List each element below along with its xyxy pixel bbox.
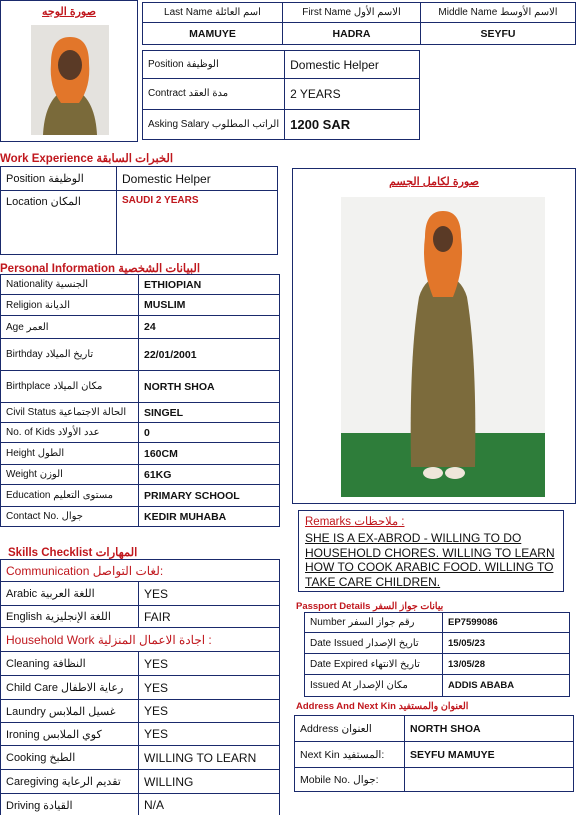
address-label: Address العنوان <box>295 716 405 742</box>
personal-info-value: PRIMARY SCHOOL <box>139 485 280 507</box>
face-photo-box <box>0 0 138 142</box>
personal-info-value: NORTH SHOA <box>139 371 280 403</box>
household-skill-label: Cleaning النظافة <box>1 652 139 676</box>
address-label: Mobile No. جوال: <box>295 768 405 792</box>
remarks-title: Remarks ملاحظات : <box>305 516 405 528</box>
full-body-photo <box>341 197 545 497</box>
job-position-label: Position الوظيفة <box>143 51 285 79</box>
language-label: English اللغة الإنجليزية <box>1 606 139 628</box>
personal-info-row <box>1 339 280 371</box>
last-name-label: Last Name اسم العائلة <box>143 3 283 23</box>
address-title: Address And Next Kin العنوان والمستفيد <box>296 701 469 712</box>
household-skill-value: YES <box>139 723 280 746</box>
personal-info-value: 0 <box>139 423 280 443</box>
work-location-value: SAUDI 2 YEARS <box>117 191 278 255</box>
personal-info-label: Nationality الجنسية <box>1 275 139 295</box>
address-value: NORTH SHOA <box>405 716 574 742</box>
personal-info-row <box>1 275 280 295</box>
passport-row <box>305 633 570 654</box>
communication-title: Communication لغات التواصل: <box>1 560 280 582</box>
address-row <box>295 742 574 768</box>
skills-table <box>0 559 280 815</box>
household-skill-row <box>1 746 280 770</box>
face-photo <box>31 25 109 135</box>
address-table <box>294 715 574 792</box>
passport-table <box>304 612 570 697</box>
personal-info-value: 61KG <box>139 465 280 485</box>
personal-info-value: MUSLIM <box>139 295 280 316</box>
full-photo-box <box>292 168 576 504</box>
passport-value: EP7599086 <box>443 613 570 633</box>
household-skill-row <box>1 770 280 794</box>
personal-info-row <box>1 507 280 527</box>
passport-row <box>305 613 570 633</box>
personal-info-label: Height الطول <box>1 443 139 465</box>
personal-info-value: SINGEL <box>139 403 280 423</box>
middle-name-value: SEYFU <box>421 23 576 45</box>
language-value: FAIR <box>139 606 280 628</box>
personal-info-label: Age العمر <box>1 316 139 339</box>
personal-info-row <box>1 443 280 465</box>
language-label: Arabic اللغة العربية <box>1 582 139 606</box>
first-name-label: First Name الاسم الأول <box>283 3 421 23</box>
household-skill-label: Caregiving تقديم الرعاية <box>1 770 139 794</box>
work-position-value: Domestic Helper <box>117 167 278 191</box>
personal-info-table <box>0 274 280 527</box>
personal-info-row <box>1 485 280 507</box>
household-title: Household Work اجادة الاعمال المنزلية : <box>1 628 280 652</box>
personal-info-title: Personal Information البيانات الشخصية <box>0 263 201 275</box>
household-skill-label: Laundry غسيل الملابس <box>1 700 139 723</box>
job-table <box>142 50 420 140</box>
household-skill-value: YES <box>139 652 280 676</box>
work-position-label: Position الوظيفة <box>1 167 117 191</box>
work-experience-title: Work Experience الخبرات السابقة <box>0 153 174 165</box>
job-position-value: Domestic Helper <box>285 51 420 79</box>
passport-value: 15/05/23 <box>443 633 570 654</box>
personal-info-row <box>1 465 280 485</box>
passport-value: ADDIS ABABA <box>443 675 570 697</box>
household-skill-value: YES <box>139 700 280 723</box>
contract-value: 2 YEARS <box>285 79 420 109</box>
first-name-value: HADRA <box>283 23 421 45</box>
personal-info-value: 160CM <box>139 443 280 465</box>
passport-label: Date Issued تاريخ الإصدار <box>305 633 443 654</box>
language-row <box>1 582 280 606</box>
personal-info-label: Civil Status الحالة الاجتماعية <box>1 403 139 423</box>
household-skill-row <box>1 700 280 723</box>
household-skill-label: Ironing كوي الملابس <box>1 723 139 746</box>
passport-row <box>305 654 570 675</box>
personal-info-label: Religion الديانة <box>1 295 139 316</box>
salary-label: Asking Salary الراتب المطلوب <box>143 109 285 139</box>
personal-info-row <box>1 403 280 423</box>
remarks-text: SHE IS A EX-ABROD - WILLING TO DO HOUSEHOLD CHORES. WILLING TO LEARN HOW TO COOK ARABIC FOOD. WILLING TO TAKE CARE CHILDREN. <box>305 531 555 589</box>
household-skill-label: Cooking الطبخ <box>1 746 139 770</box>
household-skill-label: Child Care رعاية الاطفال <box>1 676 139 700</box>
personal-info-row <box>1 371 280 403</box>
personal-info-label: Contact No. جوال <box>1 507 139 527</box>
full-photo-label: صورة لكامل الجسم <box>389 176 479 188</box>
work-experience-table <box>0 166 278 255</box>
face-photo-label: صورة الوجه <box>42 6 96 18</box>
household-skill-row <box>1 652 280 676</box>
personal-info-row <box>1 423 280 443</box>
household-skill-value: WILLING <box>139 770 280 794</box>
last-name-value: MAMUYE <box>143 23 283 45</box>
personal-info-label: Birthplace مكان الميلاد <box>1 371 139 403</box>
personal-info-label: Education مستوى التعليم <box>1 485 139 507</box>
personal-info-value: 24 <box>139 316 280 339</box>
contract-label: Contract مدة العقد <box>143 79 285 109</box>
passport-label: Issued At مكان الإصدار <box>305 675 443 697</box>
household-skill-label: Driving القيادة <box>1 794 139 815</box>
household-skill-row <box>1 723 280 746</box>
personal-info-value: 22/01/2001 <box>139 339 280 371</box>
address-value: SEYFU MAMUYE <box>405 742 574 768</box>
household-skill-value: N/A <box>139 794 280 815</box>
address-row <box>295 716 574 742</box>
middle-name-label: Middle Name الاسم الأوسط <box>421 3 576 23</box>
language-row <box>1 606 280 628</box>
personal-info-row <box>1 316 280 339</box>
household-skill-row <box>1 794 280 815</box>
language-value: YES <box>139 582 280 606</box>
address-label: Next Kin المستفيد: <box>295 742 405 768</box>
personal-info-label: Birthday تاريخ الميلاد <box>1 339 139 371</box>
address-row <box>295 768 574 792</box>
remarks-box <box>298 510 564 592</box>
passport-label: Date Expired تاريخ الانتهاء <box>305 654 443 675</box>
household-skill-value: WILLING TO LEARN <box>139 746 280 770</box>
personal-info-row <box>1 295 280 316</box>
personal-info-label: No. of Kids عدد الأولاد <box>1 423 139 443</box>
passport-value: 13/05/28 <box>443 654 570 675</box>
passport-row <box>305 675 570 697</box>
salary-value: 1200 SAR <box>285 109 420 139</box>
personal-info-value: KEDIR MUHABA <box>139 507 280 527</box>
skills-title: Skills Checklist المهارات <box>8 547 138 559</box>
personal-info-label: Weight الوزن <box>1 465 139 485</box>
work-location-label: Location المكان <box>1 191 117 255</box>
name-table <box>142 2 576 45</box>
household-skill-value: YES <box>139 676 280 700</box>
personal-info-value: ETHIOPIAN <box>139 275 280 295</box>
household-skill-row <box>1 676 280 700</box>
passport-label: Number رقم جواز السفر <box>305 613 443 633</box>
passport-title: Passport Details بيانات جواز السفر <box>296 601 444 612</box>
address-value <box>405 768 574 792</box>
